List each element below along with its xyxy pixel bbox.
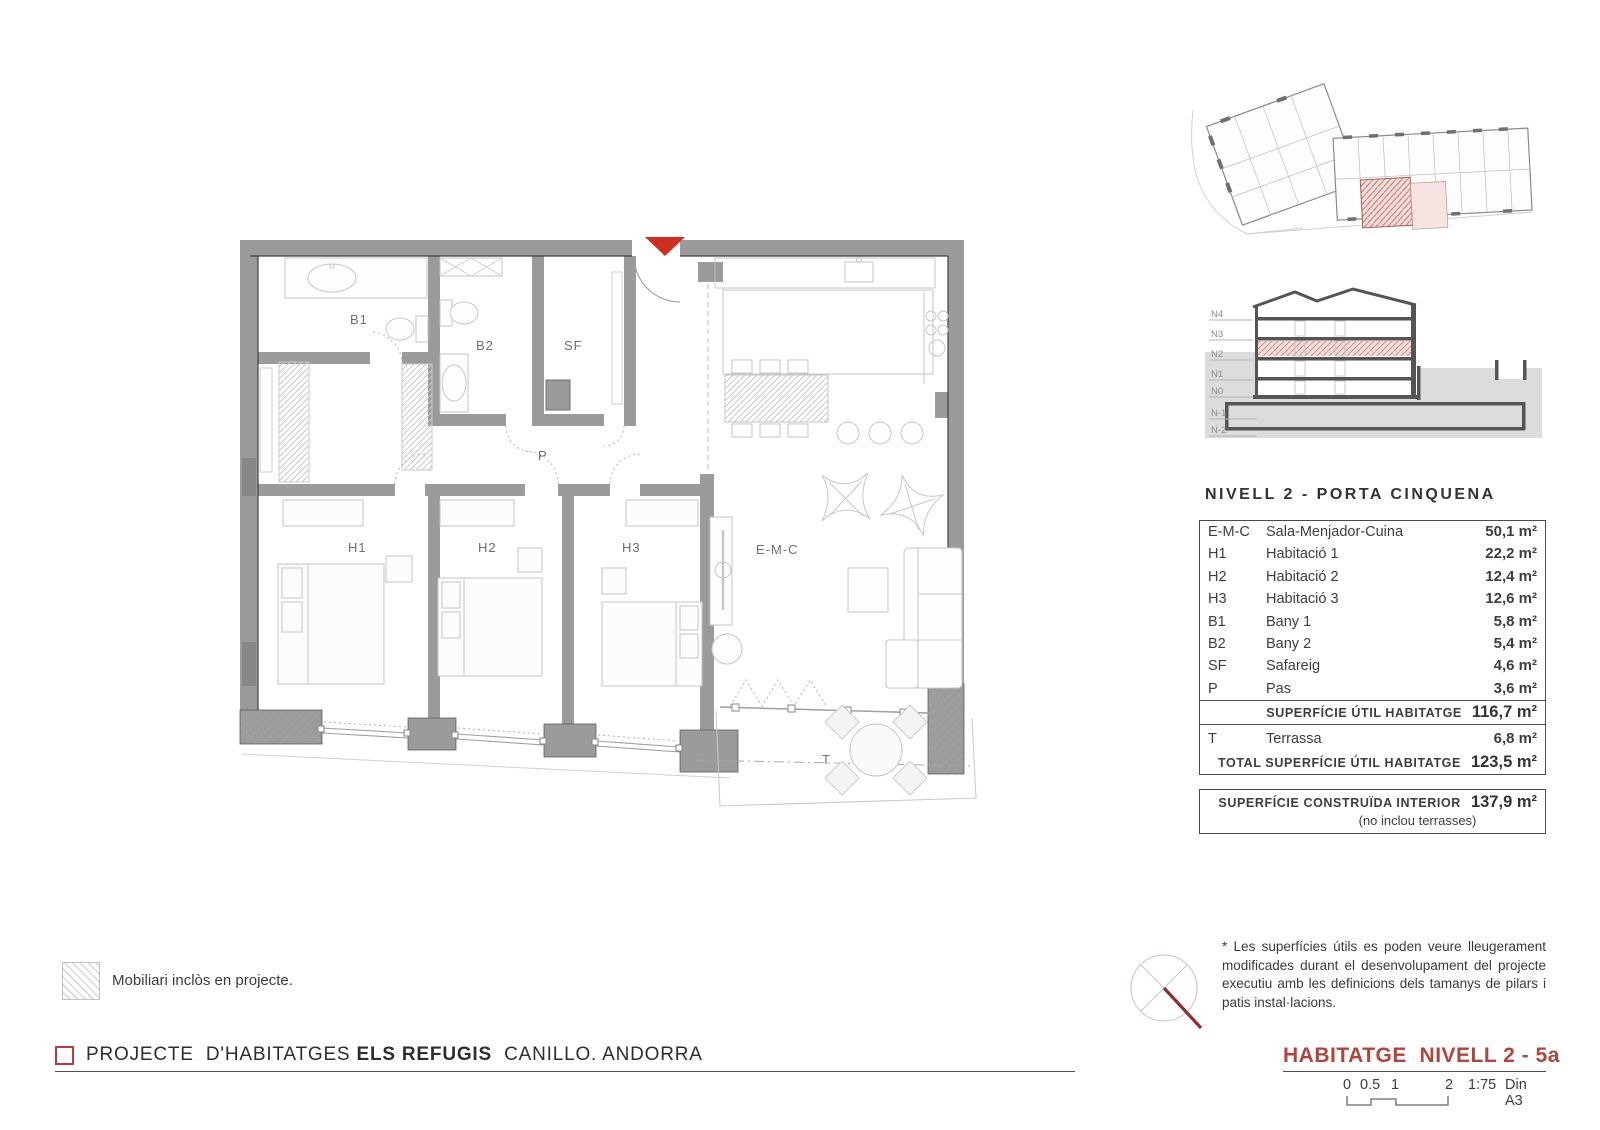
dining-set [725,360,923,444]
pier-texture [242,712,320,742]
room-name: Habitació 1 [1266,546,1339,563]
room-code: H2 [1208,568,1227,585]
built-value: 137,9 m² [1470,793,1537,811]
room-area: 22,2 m² [1485,545,1537,563]
room-name: Terrassa [1266,731,1322,748]
red-square-icon [55,1046,74,1065]
subtotal-value: 116,7 m² [1471,703,1537,722]
room-code: P [1208,680,1218,697]
entrance-door-arc [634,256,680,302]
label-b2: B2 [476,338,494,353]
level-n1: N1 [1211,369,1224,380]
table-row [1200,655,1545,677]
bedroom-h1 [278,500,412,684]
room-code: SF [1208,658,1227,675]
level-n4: N4 [1211,309,1224,320]
level-n0: N0 [1211,386,1224,397]
key-plan [1185,58,1550,253]
room-name: Habitació 2 [1266,568,1339,585]
room-name: Safareig [1266,658,1321,675]
room-name: Pas [1266,680,1291,697]
label-h1: H1 [348,540,367,555]
titleblock-rule-left [55,1071,1075,1072]
room-code: B2 [1208,636,1226,653]
room-area: 12,6 m² [1485,590,1537,608]
label-h3: H3 [622,540,641,555]
level-n3: N3 [1211,329,1224,340]
highlighted-unit-terrace [1411,181,1448,229]
room-area: 4,6 m² [1493,657,1537,675]
room-area: 6,8 m² [1493,730,1537,748]
bedroom-h3 [602,500,702,686]
furniture-hatch-swatch [62,962,100,1000]
project-location: CANILLO. ANDORRA [504,1044,703,1065]
label-t: T [822,752,831,767]
scale-bar [1283,1077,1546,1109]
table-row [1200,611,1545,633]
room-area: 5,4 m² [1493,635,1537,653]
entrance-marker [645,237,685,256]
bathroom-b1 [285,258,428,342]
room-code: H3 [1208,591,1227,608]
washing-machine [546,380,570,410]
subtotal-row [1200,700,1545,724]
areas-table [1199,520,1546,775]
scale-ratio: 1:75 [1468,1077,1497,1093]
folding-door [730,680,826,706]
project-title [86,1044,703,1066]
scale-bracket [1345,1096,1455,1108]
subtotal-label: SUPERFÍCIE ÚTIL HABITATGE [1266,706,1462,721]
table-row [1200,521,1545,543]
room-code: B1 [1208,613,1226,630]
bedroom-h2 [438,500,542,676]
pier-texture-2 [930,686,962,772]
building-section [1195,280,1550,445]
table-row [1200,543,1545,565]
label-sf: SF [564,338,583,353]
level-nm1: N-1 [1211,408,1227,419]
total-value: 123,5 m² [1470,752,1537,771]
room-area: 12,4 m² [1485,567,1537,585]
table-row [1200,566,1545,588]
highlighted-unit [1360,177,1412,228]
table-title: NIVELL 2 - PORTA CINQUENA [1205,486,1496,503]
radiator [260,368,272,472]
living-furniture [710,517,962,688]
table-row [1200,588,1545,610]
terrace-table [850,724,902,776]
project-name: ELS REFUGIS [356,1044,492,1065]
total-row [1200,751,1545,774]
level-nm2: N-2 [1211,425,1227,436]
room-area: 3,6 m² [1493,679,1537,697]
label-b1: B1 [350,312,368,327]
table-row [1200,633,1545,655]
armchairs [822,473,945,538]
room-area: 5,8 m² [1493,612,1537,630]
wardrobes [279,362,432,482]
room-name: Bany 1 [1266,613,1312,630]
key-wing-right [1333,126,1533,233]
built-note: (no inclou terrasses) [1358,813,1477,828]
legend-text: Mobiliari inclòs en projecte. [112,972,293,989]
room-code: T [1208,731,1217,748]
room-area: 50,1 m² [1485,523,1537,540]
room-code: E-M-C [1208,524,1250,540]
scale-tick-2: 2 [1445,1077,1454,1093]
total-label: TOTAL SUPERFÍCIE ÚTIL HABITATGE [1218,755,1461,770]
roof-line [1253,289,1416,307]
north-arrow-icon [1125,950,1215,1040]
sill-line [242,754,730,778]
terrace-row [1200,724,1545,750]
room-name: Habitació 3 [1266,591,1339,608]
label-h2: H2 [478,540,497,555]
label-emc: E-M-C [756,542,799,557]
room-code: H1 [1208,546,1227,563]
project-title-row [55,1044,703,1066]
scale-tick-05: 0.5 [1360,1077,1381,1093]
scale-tick-0: 0 [1343,1077,1352,1093]
table-row [1200,678,1545,700]
floor-plan [200,212,1000,862]
scale-tick-1: 1 [1391,1077,1400,1093]
label-p: P [538,448,548,463]
room-name: Bany 2 [1266,636,1312,653]
room-name: Sala-Menjador-Cuina [1266,524,1404,540]
titleblock-rule-right [1283,1071,1546,1072]
project-prefix: PROJECTE D'HABITATGES [86,1044,351,1065]
paper-size: Din A3 [1505,1077,1527,1109]
facade-windows [318,726,682,752]
built-label: SUPERFÍCIE CONSTRUÏDA INTERIOR [1218,796,1461,810]
laundry-sf [546,272,622,410]
level-n2: N2 [1211,349,1224,360]
built-area-box [1199,789,1546,834]
sheet-title: HABITATGE NIVELL 2 - 5a [1283,1044,1560,1067]
bathroom-b2 [440,258,502,412]
disclaimer-note: * Les superfícies útils es poden veure lleugerament modificades durant el desenvolupament del projecte executiu amb les definicions dels tamanys de pilars i patis instal·lacions. [1222,939,1546,1010]
